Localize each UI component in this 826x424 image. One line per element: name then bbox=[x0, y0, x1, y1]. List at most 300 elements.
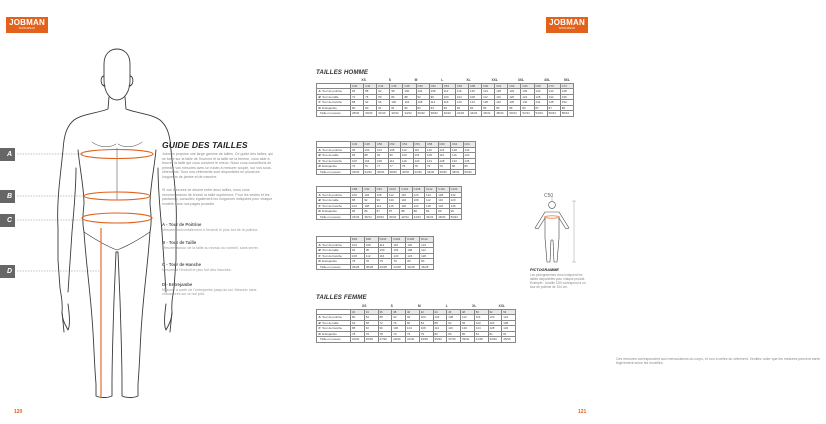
women-group-xs: XS bbox=[362, 304, 367, 309]
table-cell: 128 bbox=[488, 326, 502, 332]
table-cell: 124 bbox=[502, 315, 516, 321]
row-label: Tour de taille bbox=[322, 94, 339, 99]
table-cell: 79 bbox=[419, 331, 433, 337]
table-cell: 92 bbox=[351, 248, 365, 254]
table-cell: 100 bbox=[363, 147, 376, 153]
figure-briefs bbox=[84, 232, 150, 250]
size-group-xxl: XXL bbox=[491, 78, 498, 83]
table-cell: 38/32 bbox=[429, 111, 442, 117]
logo-text: JOBMAN bbox=[9, 18, 45, 27]
table-cell: 46/30 bbox=[438, 169, 451, 175]
table-cell: 140 bbox=[534, 89, 547, 95]
table-cell: 128 bbox=[451, 147, 464, 153]
size-header-cell: C120 bbox=[449, 187, 461, 193]
page-number-right: 121 bbox=[578, 409, 587, 415]
table-cell: 132 bbox=[451, 158, 464, 164]
table-cell: 128 bbox=[424, 203, 436, 209]
table-cell: 104 bbox=[488, 320, 502, 326]
table-cell: 104 bbox=[400, 198, 412, 204]
table-cell: 88 bbox=[351, 198, 363, 204]
table-cell: 84 bbox=[390, 94, 403, 100]
table-cell: 132 bbox=[502, 326, 516, 332]
table-cell: 84 bbox=[351, 89, 364, 95]
page-number-left: 120 bbox=[14, 409, 23, 415]
table-row bbox=[317, 214, 462, 220]
table-cell: 112 bbox=[401, 147, 414, 153]
size-header-cell: D108 bbox=[406, 237, 420, 243]
size-group-l: L bbox=[441, 78, 444, 83]
table-cell: 85 bbox=[482, 105, 495, 111]
size-header-cell: C54 bbox=[442, 83, 455, 89]
row-key: D bbox=[318, 164, 321, 168]
size-header-cell: 54 bbox=[502, 309, 516, 315]
table-cell: 112 bbox=[429, 100, 442, 106]
row-label-cell bbox=[317, 111, 351, 117]
table-cell: 43/30 bbox=[488, 337, 502, 343]
table-cell: 50/32 bbox=[463, 169, 476, 175]
men-size-table-4 bbox=[316, 236, 434, 270]
logo-text-right: JOBMAN bbox=[549, 18, 585, 27]
size-header-cell: C56 bbox=[413, 142, 426, 148]
men-size-table-2 bbox=[316, 141, 476, 175]
table-cell: 104 bbox=[363, 158, 376, 164]
table-cell: 86 bbox=[351, 209, 363, 215]
table-cell: 88 bbox=[351, 326, 365, 332]
table-cell: 79 bbox=[392, 331, 406, 337]
marker-a: A bbox=[0, 148, 15, 161]
table-cell: 92 bbox=[364, 326, 378, 332]
table-cell: 108 bbox=[419, 326, 433, 332]
table-cell: 112 bbox=[424, 198, 436, 204]
table-cell: 124 bbox=[412, 203, 424, 209]
body-figure bbox=[0, 0, 300, 424]
table-cell: 128 bbox=[534, 94, 547, 100]
table-cell: 87 bbox=[547, 105, 560, 111]
table-cell: 44/28 bbox=[406, 264, 420, 270]
size-header-cell: C46 bbox=[390, 83, 403, 89]
table-cell: 116 bbox=[437, 198, 449, 204]
table-cell: 56/34 bbox=[547, 111, 560, 117]
size-header-cell: C100 bbox=[387, 187, 399, 193]
size-header-cell: C96 bbox=[375, 187, 387, 193]
table-cell: 108 bbox=[468, 94, 481, 100]
table-cell: 88 bbox=[412, 209, 424, 215]
table-cell: 46/28 bbox=[420, 264, 434, 270]
picto-size-label: C50 bbox=[544, 193, 554, 199]
table-cell: 34/30 bbox=[363, 169, 376, 175]
table-cell: 82 bbox=[416, 105, 429, 111]
table-cell: 26/30 bbox=[364, 337, 378, 343]
table-cell: 33/30 bbox=[419, 337, 433, 343]
table-cell: 86 bbox=[521, 105, 534, 111]
table-cell: 82 bbox=[403, 105, 416, 111]
size-header-cell: C44 bbox=[377, 83, 390, 89]
table-cell: 76 bbox=[363, 164, 376, 170]
table-cell: 116 bbox=[442, 100, 455, 106]
size-header-cell: 34 bbox=[364, 309, 378, 315]
table-cell: 124 bbox=[468, 100, 481, 106]
table-cell: 136 bbox=[463, 158, 476, 164]
table-cell: 28/30 bbox=[351, 111, 364, 117]
table-cell: 92 bbox=[364, 100, 377, 106]
guide-intro: Jobman propose une large gamme de tailles. Ce guide des tailles, qui se base sur la taille de l'homme et la taille de la femme, vous aide à trouver la taille qui vous convient le mieux. Nous vous conseillons de prendre vos mesures avec un ruban à mesurer souple, sur vos sous-vêtements. Tous nos vêtements sont disponibles en plusieurs longueurs de jambe et de manche. bbox=[162, 152, 274, 179]
table-cell: 112 bbox=[378, 242, 392, 248]
table-cell: 78 bbox=[364, 259, 378, 265]
row-label: Taille en pouces bbox=[320, 169, 341, 174]
table-cell: 96 bbox=[351, 147, 364, 153]
table-cell: 83 bbox=[442, 105, 455, 111]
table-cell: 81 bbox=[502, 331, 516, 337]
table-cell: 48/34 bbox=[495, 111, 508, 117]
table-cell: 42/34 bbox=[400, 214, 412, 220]
table-cell: 96 bbox=[377, 100, 390, 106]
women-section-title: TAILLES FEMME bbox=[316, 294, 367, 301]
row-key: A bbox=[318, 89, 321, 94]
table-cell: 136 bbox=[521, 89, 534, 95]
table-cell: 68 bbox=[364, 320, 378, 326]
size-header-cell: D100 bbox=[378, 237, 392, 243]
size-header-cell: C54 bbox=[401, 142, 414, 148]
row-key: C bbox=[318, 326, 321, 331]
table-cell: 33/30 bbox=[351, 169, 364, 175]
table-cell: 84 bbox=[419, 320, 433, 326]
size-header-cell: C56 bbox=[455, 83, 468, 89]
table-cell: 116 bbox=[392, 242, 406, 248]
pictogram-figure bbox=[528, 200, 578, 266]
table-cell: 81 bbox=[474, 331, 488, 337]
row-label: Taille en pouces bbox=[320, 214, 341, 219]
size-header-cell: C40 bbox=[351, 83, 364, 89]
table-cell: 92 bbox=[377, 89, 390, 95]
size-header-cell: D92 bbox=[351, 237, 365, 243]
table-cell: 52/34 bbox=[521, 111, 534, 117]
size-group-xs: XS bbox=[361, 78, 366, 83]
guide-note: Si vos mesures se situent entre deux tailles, nous vous recommandons de choisir la taille supérieure. Pour les vestes et les pantalons, consultez également les longueurs indiquées pour chaque modèle dans nos pages produits. bbox=[162, 188, 273, 206]
table-cell: 108 bbox=[416, 100, 429, 106]
table-cell: 79 bbox=[438, 164, 451, 170]
table-cell: 120 bbox=[455, 100, 468, 106]
table-cell: 104 bbox=[455, 94, 468, 100]
table-cell: 136 bbox=[560, 94, 573, 100]
table-cell: 148 bbox=[547, 100, 560, 106]
table-row bbox=[317, 169, 476, 175]
table-cell: 78 bbox=[378, 331, 392, 337]
men-size-table-3 bbox=[316, 186, 462, 220]
table-cell: 80 bbox=[433, 331, 447, 337]
row-label: Entrejambe bbox=[322, 259, 337, 263]
table-cell: 79 bbox=[378, 259, 392, 265]
figure-hands bbox=[62, 304, 172, 330]
row-key: B bbox=[318, 248, 321, 252]
table-cell: 152 bbox=[560, 100, 573, 106]
size-header-cell: C104 bbox=[400, 187, 412, 193]
women-group-xl: XL bbox=[472, 304, 477, 309]
table-cell: 44/32 bbox=[468, 111, 481, 117]
table-cell: 36/34 bbox=[363, 214, 375, 220]
row-label: Tour de hanche bbox=[322, 100, 343, 105]
table-cell: 84 bbox=[468, 105, 481, 111]
row-key: A bbox=[318, 242, 321, 247]
women-group-xxl: XXL bbox=[498, 304, 505, 309]
table-cell: 81 bbox=[377, 105, 390, 111]
legend-d-title: D - Entrejambe bbox=[162, 282, 193, 287]
table-cell: 128 bbox=[437, 192, 449, 198]
table-cell: 128 bbox=[482, 100, 495, 106]
table-cell: 40/28 bbox=[378, 264, 392, 270]
table-cell: 80 bbox=[364, 105, 377, 111]
table-cell: 76 bbox=[351, 164, 364, 170]
table-cell: 120 bbox=[488, 315, 502, 321]
table-cell: 148 bbox=[560, 89, 573, 95]
row-label: Taille en pouces bbox=[320, 337, 341, 342]
table-cell: 124 bbox=[482, 89, 495, 95]
table-cell: 37/30 bbox=[447, 337, 461, 343]
table-cell: 38/28 bbox=[364, 264, 378, 270]
size-header-cell: 42 bbox=[419, 309, 433, 315]
table-cell: 112 bbox=[442, 89, 455, 95]
table-cell: 85 bbox=[495, 105, 508, 111]
women-group-l: L bbox=[445, 304, 448, 309]
table-cell: 92 bbox=[363, 198, 375, 204]
table-cell: 87 bbox=[375, 209, 387, 215]
size-header-cell: C66 bbox=[521, 83, 534, 89]
table-cell: 136 bbox=[508, 100, 521, 106]
table-cell: 48/34 bbox=[437, 214, 449, 220]
size-header-cell: 38 bbox=[392, 309, 406, 315]
legend-b-desc: Mesurer autour de la taille au niveau du nombril, sans serrer. bbox=[162, 246, 259, 250]
logo-tagline: WORKWEAR bbox=[18, 28, 36, 30]
table-cell: 108 bbox=[375, 192, 387, 198]
row-key: B bbox=[318, 153, 321, 157]
table-cell: 88 bbox=[433, 320, 447, 326]
table-cell: 38/34 bbox=[375, 214, 387, 220]
table-cell: 79 bbox=[406, 331, 420, 337]
row-label: Taille en pouces bbox=[320, 264, 341, 269]
size-header-cell: C58 bbox=[426, 142, 439, 148]
table-cell: 34/32 bbox=[403, 111, 416, 117]
row-key: A bbox=[318, 147, 321, 152]
row-key: B bbox=[318, 320, 321, 325]
table-cell: 42/28 bbox=[392, 264, 406, 270]
size-header-cell: 32 bbox=[351, 309, 365, 315]
table-cell: 120 bbox=[468, 89, 481, 95]
figure-torso-outline bbox=[58, 97, 177, 332]
row-key: C bbox=[318, 253, 321, 258]
table-cell: 92 bbox=[392, 315, 406, 321]
table-cell: 144 bbox=[547, 89, 560, 95]
size-header-cell: C70 bbox=[547, 83, 560, 89]
table-cell: 100 bbox=[442, 94, 455, 100]
size-header-cell: C42 bbox=[364, 83, 377, 89]
women-group-s: S bbox=[390, 304, 393, 309]
table-cell: 112 bbox=[433, 326, 447, 332]
size-header-cell: C46 bbox=[351, 142, 364, 148]
table-cell: 77 bbox=[388, 164, 401, 170]
table-cell: 24/30 bbox=[351, 337, 365, 343]
size-header-cell: C52 bbox=[388, 142, 401, 148]
table-cell: 104 bbox=[363, 192, 375, 198]
size-header-cell: C62 bbox=[495, 83, 508, 89]
women-size-table bbox=[316, 304, 516, 343]
table-cell: 79 bbox=[392, 259, 406, 265]
row-label: Tour de poitrine bbox=[322, 192, 343, 197]
table-cell: 100 bbox=[419, 315, 433, 321]
table-cell: 124 bbox=[521, 94, 534, 100]
table-cell: 80 bbox=[377, 94, 390, 100]
table-cell: 31/30 bbox=[377, 111, 390, 117]
table-cell: 100 bbox=[401, 153, 414, 159]
table-cell: 92 bbox=[376, 153, 389, 159]
table-cell: 104 bbox=[413, 153, 426, 159]
row-key: B bbox=[318, 94, 321, 99]
size-header-cell: C60 bbox=[482, 83, 495, 89]
size-header-cell: C64 bbox=[508, 83, 521, 89]
table-cell: 80 bbox=[420, 259, 434, 265]
row-label: Tour de taille bbox=[322, 320, 339, 325]
table-cell: 40/34 bbox=[387, 214, 399, 220]
table-cell: 88 bbox=[363, 153, 376, 159]
row-key: A bbox=[318, 315, 321, 320]
row-label: Entrejambe bbox=[322, 209, 337, 213]
table-cell: 112 bbox=[438, 153, 451, 159]
size-header-cell: 48 bbox=[461, 309, 475, 315]
size-header-cell: C88 bbox=[351, 187, 363, 193]
figure-ears bbox=[101, 76, 133, 86]
table-cell: 92 bbox=[447, 320, 461, 326]
table-cell: 132 bbox=[508, 89, 521, 95]
table-cell: 132 bbox=[463, 147, 476, 153]
table-cell: 96 bbox=[378, 326, 392, 332]
row-key: D bbox=[318, 105, 321, 110]
table-cell: 100 bbox=[474, 320, 488, 326]
table-cell: 96 bbox=[375, 198, 387, 204]
table-cell: 100 bbox=[351, 158, 364, 164]
table-cell: 96 bbox=[406, 315, 420, 321]
table-cell: 116 bbox=[400, 192, 412, 198]
legend-b bbox=[162, 240, 274, 250]
table-cell: 72 bbox=[378, 320, 392, 326]
picto-title: PICTOGRAMME bbox=[530, 268, 559, 272]
row-label: Tour de poitrine bbox=[322, 89, 343, 94]
size-header-cell: 44 bbox=[433, 309, 447, 315]
table-cell: 34/34 bbox=[351, 214, 363, 220]
table-cell: 144 bbox=[534, 100, 547, 106]
row-label: Tour de hanche bbox=[322, 158, 343, 163]
table-cell: 140 bbox=[521, 100, 534, 106]
table-cell: 116 bbox=[401, 158, 414, 164]
table-cell: 86 bbox=[363, 209, 375, 215]
legend-c bbox=[162, 262, 274, 272]
table-cell: 132 bbox=[547, 94, 560, 100]
table-cell: 132 bbox=[437, 203, 449, 209]
table-cell: 96 bbox=[429, 94, 442, 100]
table-cell: 27/30 bbox=[378, 337, 392, 343]
table-cell: 100 bbox=[390, 100, 403, 106]
table-cell: 100 bbox=[392, 326, 406, 332]
row-label-cell bbox=[317, 264, 351, 270]
table-cell: 33/32 bbox=[390, 111, 403, 117]
row-key: D bbox=[318, 331, 321, 336]
table-cell: 83 bbox=[429, 105, 442, 111]
size-header-cell: C52 bbox=[429, 83, 442, 89]
table-cell: 116 bbox=[378, 253, 392, 259]
size-header-cell: C116 bbox=[437, 187, 449, 193]
table-cell: 80 bbox=[451, 164, 464, 170]
table-cell: 79 bbox=[426, 164, 439, 170]
men-section-title: TAILLES HOMME bbox=[316, 69, 369, 76]
figure-head bbox=[104, 49, 130, 100]
size-header-cell: C50 bbox=[416, 83, 429, 89]
table-cell: 104 bbox=[433, 315, 447, 321]
table-cell: 116 bbox=[387, 203, 399, 209]
table-cell: 80 bbox=[447, 331, 461, 337]
table-cell: 78 bbox=[364, 331, 378, 337]
table-cell: 58/34 bbox=[560, 111, 573, 117]
table-cell: 124 bbox=[474, 326, 488, 332]
row-key: D bbox=[318, 209, 321, 213]
table-cell: 80 bbox=[461, 331, 475, 337]
table-cell: 46/32 bbox=[482, 111, 495, 117]
row-key: C bbox=[318, 158, 321, 163]
picto-body bbox=[535, 212, 569, 262]
table-cell: 89 bbox=[424, 209, 436, 215]
table-cell: 128 bbox=[495, 89, 508, 95]
table-cell: 116 bbox=[447, 326, 461, 332]
table-cell: 128 bbox=[420, 253, 434, 259]
row-key: B bbox=[318, 198, 321, 202]
logo-tagline-right: WORKWEAR bbox=[558, 28, 576, 30]
row-key: D bbox=[318, 259, 321, 263]
table-cell: 54/34 bbox=[534, 111, 547, 117]
size-group-4xl: 4XL bbox=[544, 78, 551, 83]
table-cell: 88 bbox=[400, 209, 412, 215]
table-cell: 96 bbox=[364, 248, 378, 254]
table-cell: 116 bbox=[455, 89, 468, 95]
size-header-cell: D96 bbox=[364, 237, 378, 243]
table-cell: 84 bbox=[364, 315, 378, 321]
row-key: C bbox=[318, 100, 321, 105]
row-label: Tour de hanche bbox=[322, 253, 343, 258]
table-row bbox=[317, 203, 462, 209]
table-cell: 112 bbox=[420, 248, 434, 254]
table-cell: 88 bbox=[403, 94, 416, 100]
row-label-cell bbox=[317, 214, 351, 220]
marker-c: C bbox=[0, 214, 15, 227]
table-cell: 90 bbox=[449, 209, 461, 215]
table-cell: 40/30 bbox=[401, 169, 414, 175]
row-label: Tour de taille bbox=[322, 248, 339, 252]
table-cell: 104 bbox=[351, 203, 363, 209]
table-cell: 36/32 bbox=[416, 111, 429, 117]
table-cell: 50/34 bbox=[508, 111, 521, 117]
table-row bbox=[317, 198, 462, 204]
table-cell: 116 bbox=[451, 153, 464, 159]
table-cell: 78 bbox=[351, 331, 365, 337]
table-cell: 42/30 bbox=[413, 169, 426, 175]
size-header-cell: C92 bbox=[363, 187, 375, 193]
table-cell: 88 bbox=[560, 105, 573, 111]
table-cell: 31/30 bbox=[406, 337, 420, 343]
figure-chest bbox=[92, 142, 142, 200]
table-cell: 100 bbox=[403, 89, 416, 95]
table-cell: 76 bbox=[364, 94, 377, 100]
table-cell: 92 bbox=[416, 94, 429, 100]
table-cell: 112 bbox=[375, 203, 387, 209]
table-cell: 132 bbox=[495, 100, 508, 106]
table-cell: 76 bbox=[392, 320, 406, 326]
table-cell: 29/30 bbox=[392, 337, 406, 343]
table-cell: 44/30 bbox=[426, 169, 439, 175]
